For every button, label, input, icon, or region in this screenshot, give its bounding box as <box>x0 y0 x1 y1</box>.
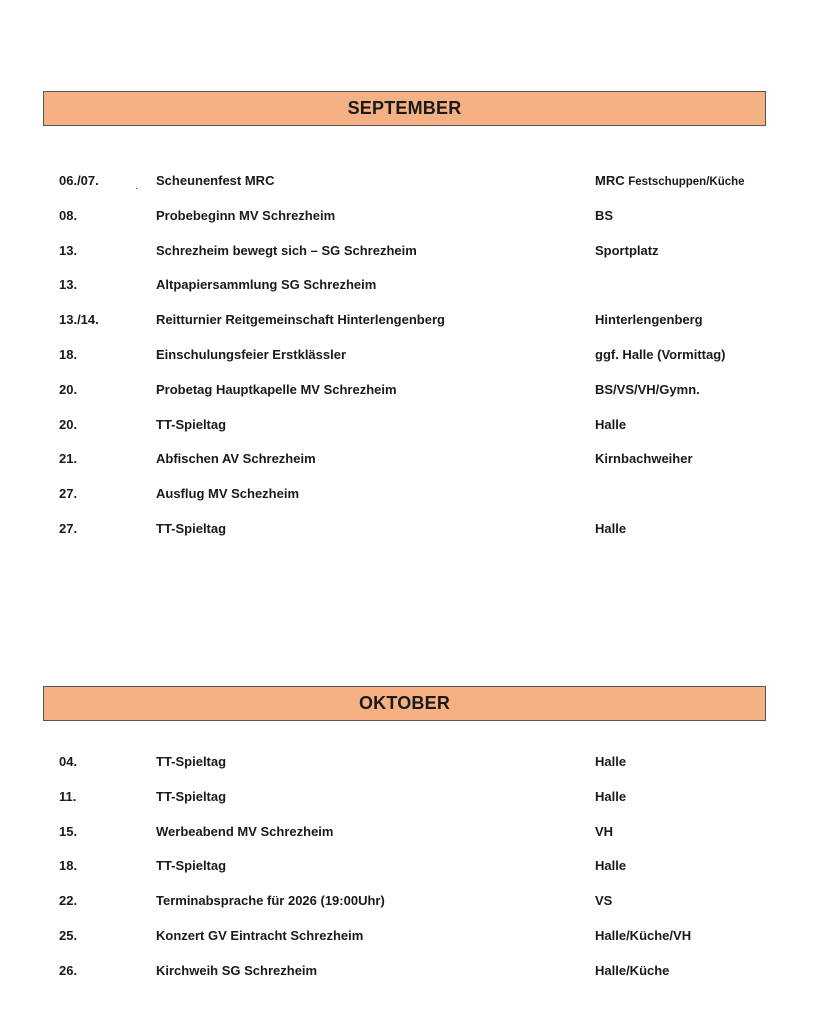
event-date: 25. <box>59 927 78 943</box>
event-row <box>0 893 818 928</box>
event-row <box>0 789 818 824</box>
event-row <box>0 382 818 417</box>
event-row <box>0 824 818 859</box>
event-row <box>0 347 818 382</box>
event-title: Probebeginn MV Schrezheim <box>156 207 336 223</box>
event-place-main: MRC <box>595 173 625 188</box>
event-date: 13./14. <box>59 312 99 328</box>
event-row <box>0 754 818 789</box>
event-place: BS <box>595 207 614 223</box>
event-place: Halle <box>595 416 627 432</box>
event-place: VH <box>595 823 614 839</box>
oktober-header: OKTOBER <box>43 686 766 721</box>
event-row <box>0 173 818 208</box>
event-title: Probetag Hauptkapelle MV Schrezheim <box>156 381 397 397</box>
event-row <box>0 928 818 963</box>
event-date: 13. <box>59 242 78 258</box>
event-place: Sportplatz <box>595 242 659 258</box>
event-place <box>595 173 745 188</box>
event-place: ggf. Halle (Vormittag) <box>595 346 726 362</box>
event-date: 06./07. <box>59 173 99 188</box>
event-row <box>0 312 818 347</box>
event-date: 21. <box>59 451 78 467</box>
event-date: 20. <box>59 381 78 397</box>
event-date: 27. <box>59 520 78 536</box>
event-title: Einschulungsfeier Erstklässler <box>156 346 347 362</box>
event-row <box>0 521 818 556</box>
event-row <box>0 243 818 278</box>
event-date: 15. <box>59 823 78 839</box>
event-title: Kirchweih SG Schrezheim <box>156 962 318 978</box>
event-title: Terminabsprache für 2026 (19:00Uhr) <box>156 893 385 909</box>
event-row <box>0 486 818 521</box>
event-title: Abfischen AV Schrezheim <box>156 451 316 467</box>
event-place: Kirnbachweiher <box>595 451 693 467</box>
event-place: Hinterlengenberg <box>595 312 703 328</box>
event-title: TT-Spieltag <box>156 520 227 536</box>
event-place: Halle/Küche <box>595 962 670 978</box>
event-date: 22. <box>59 893 78 909</box>
event-row <box>0 963 818 998</box>
event-row <box>0 451 818 486</box>
event-date: 13. <box>59 277 78 293</box>
event-place: BS/VS/VH/Gymn. <box>595 381 700 397</box>
event-title: TT-Spieltag <box>156 858 227 874</box>
event-title: Konzert GV Eintracht Schrezheim <box>156 927 364 943</box>
event-date: 18. <box>59 858 78 874</box>
event-date: 11. <box>59 788 77 804</box>
event-row <box>0 858 818 893</box>
event-title: Werbeabend MV Schrezheim <box>156 823 334 839</box>
event-date: 04. <box>59 754 78 769</box>
event-title: Ausflug MV Schezheim <box>156 486 300 502</box>
event-place: Halle <box>595 754 627 769</box>
event-title: TT-Spieltag <box>156 754 227 769</box>
event-place: Halle/Küche/VH <box>595 927 692 943</box>
event-date: 18. <box>59 346 78 362</box>
event-row <box>0 208 818 243</box>
event-title: Altpapiersammlung SG Schrezheim <box>156 277 377 293</box>
oktober-event-list <box>0 754 818 998</box>
event-date: 08. <box>59 207 78 223</box>
event-date: 20. <box>59 416 78 432</box>
event-row <box>0 277 818 312</box>
september-header: SEPTEMBER <box>43 91 766 126</box>
event-title: TT-Spieltag <box>156 416 227 432</box>
event-place-detail: Festschuppen/Küche <box>628 176 745 188</box>
event-place: Halle <box>595 788 627 804</box>
event-title: Reitturnier Reitgemeinschaft Hinterlengenberg <box>156 312 445 328</box>
event-date: 27. <box>59 486 78 502</box>
event-title: Schrezheim bewegt sich – SG Schrezheim <box>156 242 417 258</box>
event-row <box>0 417 818 452</box>
event-title: TT-Spieltag <box>156 788 227 804</box>
event-place: Halle <box>595 520 627 536</box>
event-place: Halle <box>595 858 627 874</box>
event-place: VS <box>595 893 613 909</box>
september-event-list <box>0 173 818 556</box>
event-title: Scheunenfest MRC <box>156 173 275 188</box>
event-date: 26. <box>59 962 78 978</box>
